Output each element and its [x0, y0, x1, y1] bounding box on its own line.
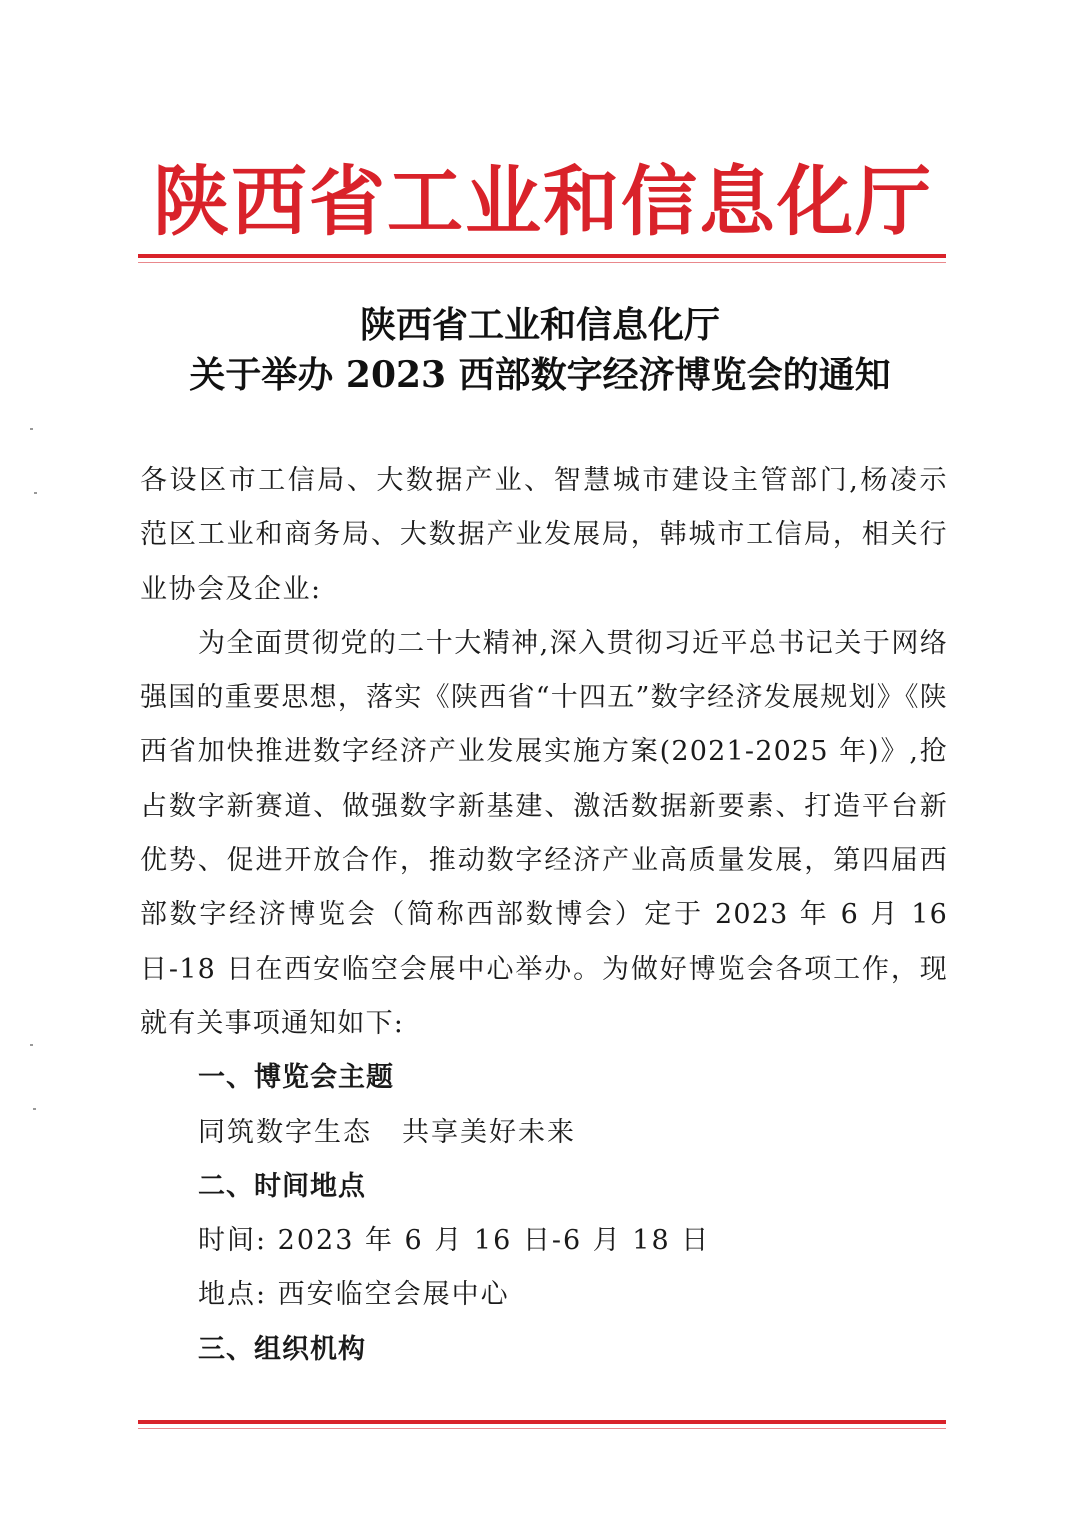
intro-paragraph: 为全面贯彻党的二十大精神,深入贯彻习近平总书记关于网络强国的重要思想，落实《陕西省“十四五”数字经济发展规划》《陕西省加快推进数字经济产业发展实施方案(2021-2025 年)》,抢占数字新赛道、做强数字新基建、激活数据新要素、打造平台新优势、促进开放合作，推动数字经济产业高质量发展，第四届西部数字经济博览会（简称西部数博会）定于 2023 年 6 月 16 日-18 日在西安临空会展中心举办。为做好博览会各项工作，现就有关事项通知如下:: [140, 627, 948, 1039]
salutation: 各设区市工信局、大数据产业、智慧城市建设主管部门,杨凌示范区工业和商务局、大数据产业发展局，韩城市工信局，相关行业协会及企业:: [140, 465, 948, 605]
time-line: 时间: 2023 年 6 月 16 日-6 月 18 日: [198, 1225, 711, 1257]
scan-speck: [30, 1044, 33, 1046]
place-line: 地点: 西安临空会展中心: [198, 1279, 510, 1311]
section-heading-theme: 一、博览会主题: [198, 1062, 394, 1094]
section-heading-time-place: 二、时间地点: [198, 1170, 366, 1202]
theme-part1: 同筑数字生态: [198, 1116, 372, 1148]
document-title-line2: 关于举办 2023 西部数字经济博览会的通知: [189, 354, 891, 396]
masthead-red-rule: [138, 254, 946, 258]
section-heading-organization: 三、组织机构: [198, 1333, 366, 1365]
scan-speck: [30, 428, 33, 430]
document-title-line1: 陕西省工业和信息化厅: [359, 304, 720, 346]
theme-part2: 共享美好未来: [402, 1116, 576, 1148]
masthead-org-name: 陕西省工业和信息化厅: [153, 157, 933, 246]
document-body: [140, 454, 948, 1377]
scan-speck: [34, 492, 37, 494]
theme-text: [140, 1106, 948, 1160]
footer-red-rule: [138, 1420, 946, 1424]
scan-speck: [33, 1108, 36, 1110]
